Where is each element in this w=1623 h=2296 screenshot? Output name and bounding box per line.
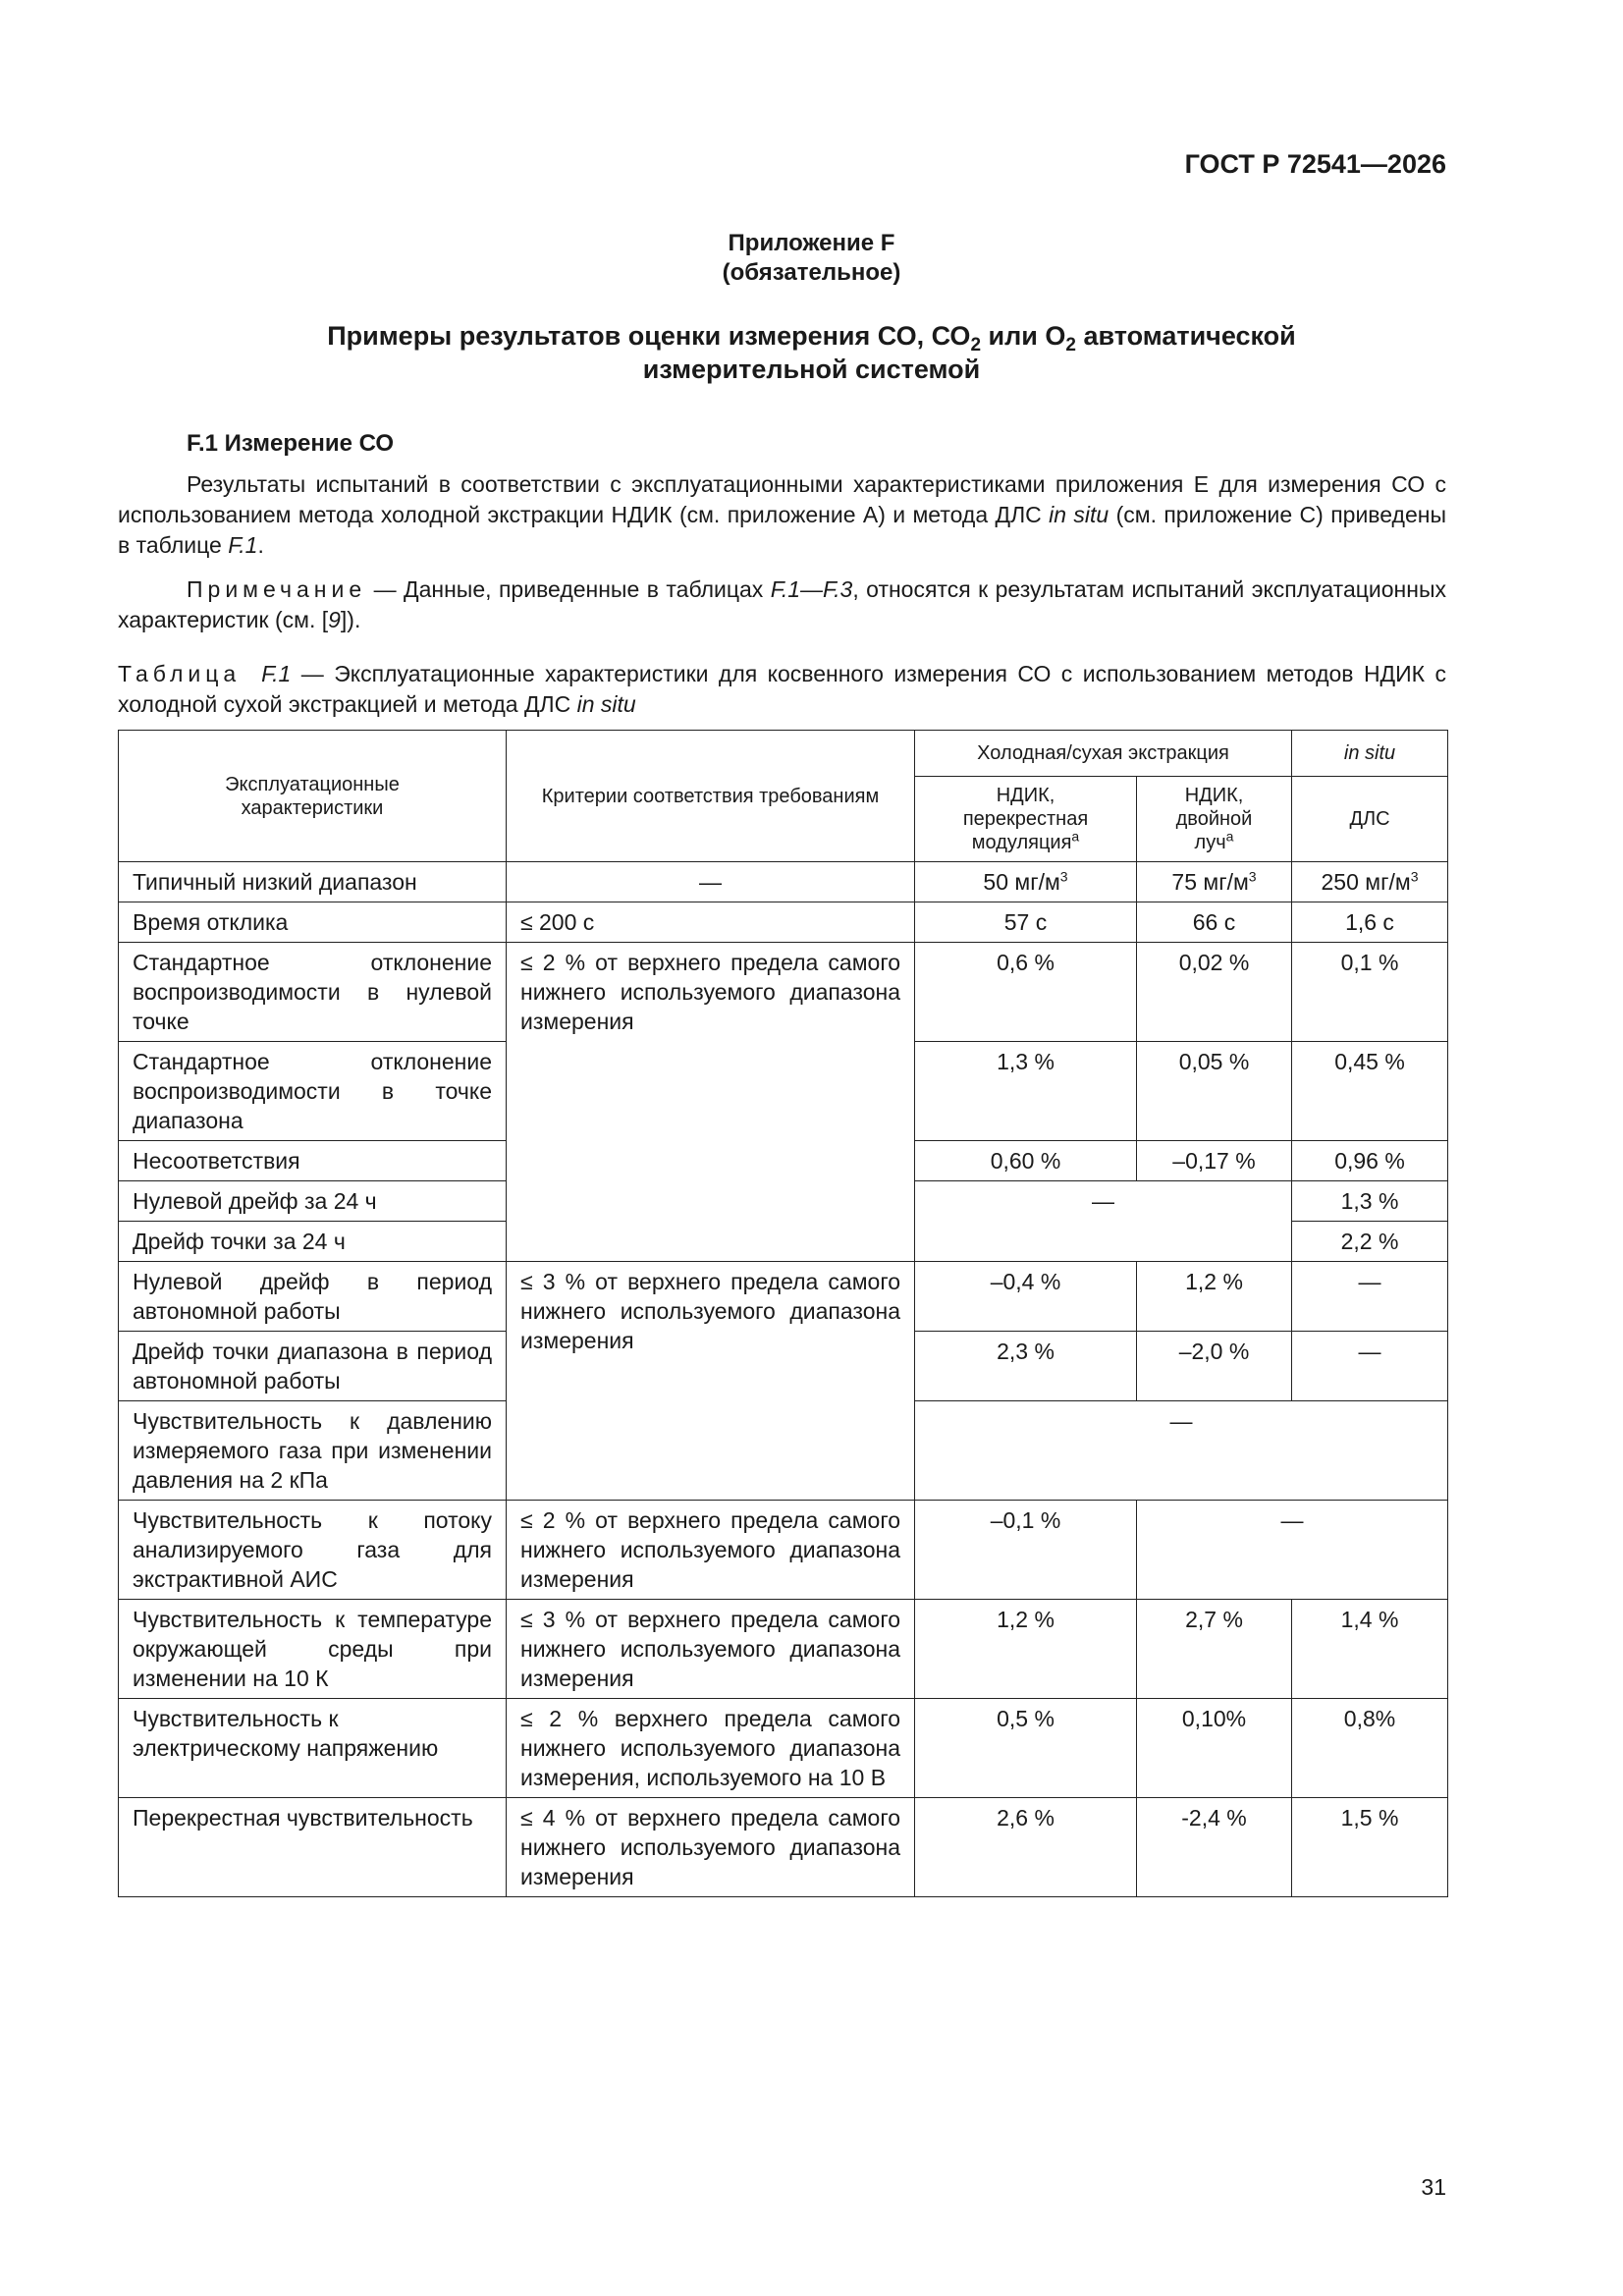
header-cold-dry: Холодная/сухая экстракция (915, 731, 1292, 777)
note-label: Примечание (187, 576, 367, 602)
section-heading: F.1 Измерение СО (187, 430, 395, 457)
row-name: Перекрестная чувствительность (119, 1798, 507, 1897)
header-ndir-dual (1137, 777, 1292, 862)
note-text-a: — Данные, приведенные в таблицах (366, 576, 771, 602)
cell-dls: 0,8% (1292, 1699, 1448, 1798)
row-name: Нулевой дрейф за 24 ч (119, 1181, 507, 1222)
row-criteria: ≤ 2 % от верхнего предела самого нижнего используемого диапазона измерения (507, 943, 915, 1262)
unit-superscript: 3 (1410, 868, 1419, 885)
cell-dls: 0,1 % (1292, 943, 1448, 1042)
header-ndir-cross (915, 777, 1137, 862)
table-row (119, 1501, 1448, 1600)
table-caption-label: Таблица (118, 661, 242, 686)
cell-value: 250 мг/м (1321, 869, 1411, 895)
table-caption-text: — Эксплуатационные характеристики для косвенного измерения СО с использованием методов НДИК с холодной сухой экстракцией и метода ДЛС (118, 661, 1446, 717)
cell-ndir-merged: — (915, 1181, 1292, 1262)
note-italic-b: 9 (328, 607, 341, 632)
cell-dls (1292, 862, 1448, 902)
performance-table (118, 730, 1448, 1897)
header-dls: ДЛС (1292, 777, 1448, 862)
paragraph-text-b: (см. приложение С) приведены в таблице (118, 502, 1446, 558)
page-number: 31 (1421, 2174, 1446, 2200)
appendix-label: Приложение F (728, 230, 895, 256)
unit-superscript: 3 (1059, 868, 1068, 885)
row-name: Типичный низкий диапазон (119, 862, 507, 902)
title-text-2: или О (981, 321, 1066, 351)
title-sub-1: 2 (970, 335, 982, 355)
cell-ndir-cross: 57 с (915, 902, 1137, 943)
cell-dls: 0,45 % (1292, 1042, 1448, 1141)
header-ndir-cross-text: НДИК, перекрестная модуляция (962, 785, 1089, 853)
cell-ndir-dual: 0,02 % (1137, 943, 1292, 1042)
cell-ndir-dual: 1,2 % (1137, 1262, 1292, 1332)
table-caption-id: F.1 (261, 661, 292, 686)
table-row (119, 943, 1448, 1042)
row-name: Чувствительность к потоку анализируемого газа для экстрактивной АИС (119, 1501, 507, 1600)
title-text-3: автоматической (1075, 321, 1296, 351)
appendix-title (196, 319, 1427, 386)
title-sub-2: 2 (1065, 335, 1076, 355)
cell-ndir-cross: 2,6 % (915, 1798, 1137, 1897)
cell-ndir-cross: –0,4 % (915, 1262, 1137, 1332)
table-row (119, 1699, 1448, 1798)
cell-dls: — (1292, 1332, 1448, 1401)
cell-ndir-dual: –2,0 % (1137, 1332, 1292, 1401)
cell-ndir-dual: -2,4 % (1137, 1798, 1292, 1897)
cell-ndir-cross: 1,2 % (915, 1600, 1137, 1699)
title-line-2: измерительной системой (642, 355, 981, 384)
row-name: Дрейф точки диапазона в период автономной работы (119, 1332, 507, 1401)
cell-dls: 1,4 % (1292, 1600, 1448, 1699)
table-row (119, 1262, 1448, 1332)
title-text-1: Примеры результатов оценки измерения СО, СО (327, 321, 971, 351)
cell-dls: 2,2 % (1292, 1222, 1448, 1262)
cell-ndir-cross: 0,60 % (915, 1141, 1137, 1181)
row-name: Несоответствия (119, 1141, 507, 1181)
note-text-b: , относятся к результатам испытаний эксплуатационных характеристик (см. [ (118, 576, 1446, 632)
unit-superscript: 3 (1248, 868, 1257, 885)
paragraph-text-a: Результаты испытаний в соответствии с эксплуатационными характеристиками приложения Е для измерения СО с использованием метода холодной экстракции НДИК (см. приложение А) и метода ДЛС (118, 471, 1446, 527)
row-criteria: ≤ 200 с (507, 902, 915, 943)
table-row (119, 902, 1448, 943)
cell-dls: — (1292, 1262, 1448, 1332)
row-criteria: ≤ 4 % от верхнего предела самого нижнего используемого диапазона измерения (507, 1798, 915, 1897)
paragraph-italic-b: F.1 (228, 532, 258, 558)
footnote-mark: a (1225, 828, 1234, 845)
row-name: Время отклика (119, 902, 507, 943)
cell-ndir-cross: 0,6 % (915, 943, 1137, 1042)
cell-ndir-dual: 2,7 % (1137, 1600, 1292, 1699)
row-criteria: ≤ 2 % верхнего предела самого нижнего используемого диапазона измерения, используемого на 10 В (507, 1699, 915, 1798)
cell-ndir-cross: 0,5 % (915, 1699, 1137, 1798)
row-name: Чувствительность к давлению измеряемого газа при изменении давления на 2 кПа (119, 1401, 507, 1501)
header-ndir-dual-text: НДИК, двойной луч (1175, 785, 1253, 853)
note-italic-a: F.1—F.3 (770, 576, 853, 602)
document-code: ГОСТ Р 72541—2026 (1184, 149, 1446, 179)
table-row (119, 1600, 1448, 1699)
row-criteria: ≤ 3 % от верхнего предела самого нижнего используемого диапазона измерения (507, 1600, 915, 1699)
row-criteria: — (507, 862, 915, 902)
cell-value: 75 мг/м (1171, 869, 1249, 895)
row-name: Чувствительность к электрическому напряжению (119, 1699, 507, 1798)
cell-ndir-cross: 2,3 % (915, 1332, 1137, 1401)
table-row (119, 862, 1448, 902)
table-caption (118, 659, 1446, 720)
cell-dls: 1,6 с (1292, 902, 1448, 943)
table-header-row (119, 731, 1448, 777)
header-characteristics: Эксплуатационные характеристики (119, 731, 507, 862)
footnote-mark: a (1071, 828, 1080, 845)
row-name: Дрейф точки за 24 ч (119, 1222, 507, 1262)
header-criteria: Критерии соответствия требованиям (507, 731, 915, 862)
note-text-c: ]). (340, 607, 361, 632)
cell-dls: 0,96 % (1292, 1141, 1448, 1181)
paragraph-body (118, 469, 1446, 561)
paragraph-results (118, 469, 1446, 561)
paragraph-italic-a: in situ (1049, 502, 1109, 527)
cell-ndir-dual (1137, 862, 1292, 902)
table-caption-italic: in situ (576, 691, 636, 717)
table-row (119, 1798, 1448, 1897)
paragraph-text-c: . (257, 532, 264, 558)
row-name: Стандартное отклонение воспроизводимости в нулевой точке (119, 943, 507, 1042)
row-criteria: ≤ 2 % от верхнего предела самого нижнего используемого диапазона измерения (507, 1501, 915, 1600)
cell-ndir-cross: 1,3 % (915, 1042, 1137, 1141)
cell-ndir-dual: –0,17 % (1137, 1141, 1292, 1181)
cell-ndir-dual: 0,10% (1137, 1699, 1292, 1798)
cell-merged: — (1137, 1501, 1448, 1600)
row-criteria: ≤ 3 % от верхнего предела самого нижнего используемого диапазона измерения (507, 1262, 915, 1501)
cell-ndir-cross (915, 862, 1137, 902)
row-name: Нулевой дрейф в период автономной работы (119, 1262, 507, 1332)
cell-value: 50 мг/м (983, 869, 1060, 895)
row-name: Стандартное отклонение воспроизводимости в точке диапазона (119, 1042, 507, 1141)
appendix-status: (обязательное) (722, 259, 901, 286)
cell-ndir-cross: –0,1 % (915, 1501, 1137, 1600)
header-in-situ: in situ (1292, 731, 1448, 777)
note-body (118, 574, 1446, 635)
title-line-1 (196, 319, 1427, 353)
row-name: Чувствительность к температуре окружающей среды при изменении на 10 К (119, 1600, 507, 1699)
cell-all-merged: — (915, 1401, 1448, 1501)
cell-ndir-dual: 0,05 % (1137, 1042, 1292, 1141)
cell-dls: 1,5 % (1292, 1798, 1448, 1897)
cell-ndir-dual: 66 с (1137, 902, 1292, 943)
cell-dls: 1,3 % (1292, 1181, 1448, 1222)
note-paragraph (118, 574, 1446, 635)
